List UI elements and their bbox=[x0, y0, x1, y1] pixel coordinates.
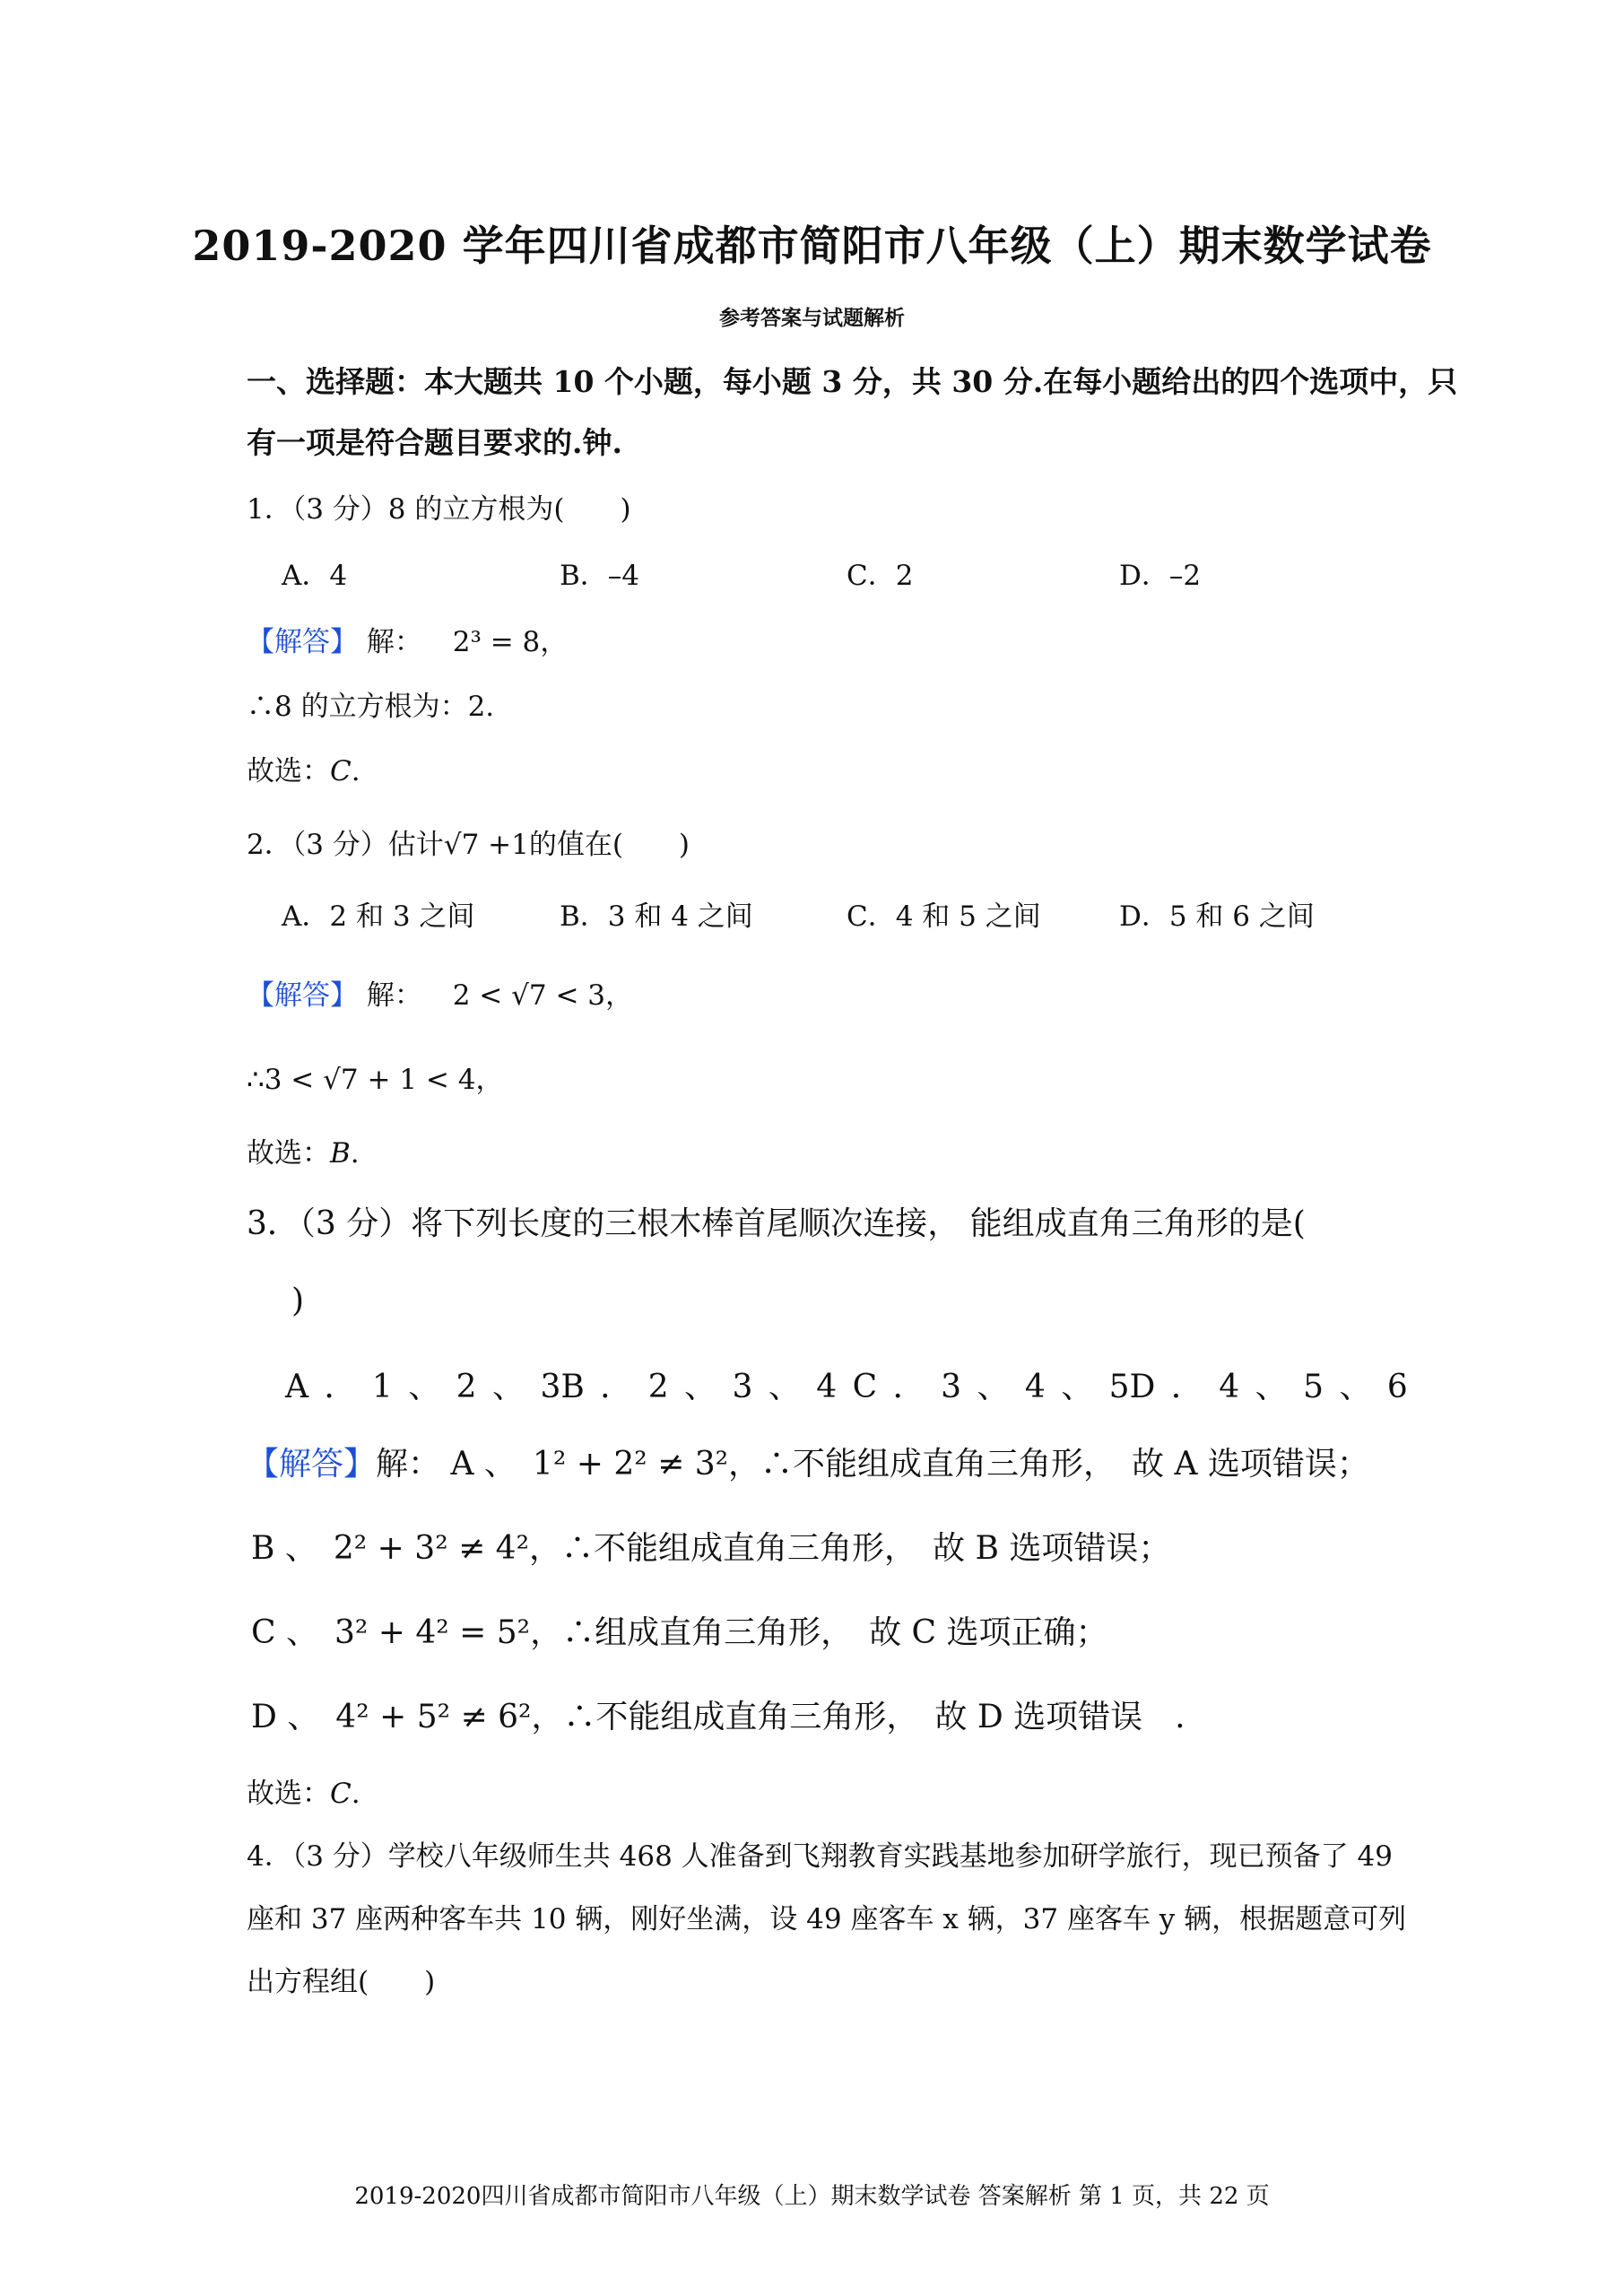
answer-lead: 解： bbox=[366, 979, 422, 1012]
q4-line1: 4．（3 分）学校八年级师生共 468 人准备到飞翔教育实践基地参加研学旅行，现已预备了 49 bbox=[247, 1840, 1393, 1873]
choice-letter: C bbox=[330, 755, 352, 787]
q3-stem: 3．（3 分）将下列长度的三根木棒首尾顺次连接， 能组成直角三角形的是( bbox=[247, 1205, 1306, 1242]
answer-lead: 解： bbox=[376, 1446, 441, 1483]
section-heading-line2: 有一项是符合题目要求的.钟. bbox=[247, 425, 622, 460]
page-footer: 2019-2020四川省成都市简阳市八年级（上）期末数学试卷 答案解析 第 1 页，共 22 页 bbox=[354, 2183, 1270, 2210]
choice-letter: B bbox=[330, 1137, 351, 1170]
q3-line-d: D 、 4² + 5² ≠ 6²，∴不能组成直角三角形， 故 D 选项错误 . bbox=[251, 1699, 1185, 1735]
q4-line3: 出方程组( ) bbox=[247, 1966, 436, 1998]
q1-option-b: B．–4 bbox=[560, 560, 640, 592]
answer-lead: 解： bbox=[366, 626, 422, 658]
choice-letter: C bbox=[330, 1778, 352, 1810]
q1-step: ∴8 的立方根为：2. bbox=[247, 691, 495, 723]
answer-math: 2 < √7 < 3， bbox=[452, 979, 634, 1012]
q4-line2: 座和 37 座两种客车共 10 辆，刚好坐满，设 49 座客车 x 辆，37 座客车 y 辆，根据题意可列 bbox=[247, 1903, 1407, 1935]
q1-choice bbox=[247, 748, 360, 788]
q2-choice bbox=[247, 1130, 360, 1170]
q2-answer bbox=[247, 972, 633, 1013]
answer-tag: 【解答】 bbox=[247, 979, 358, 1012]
q1-option-c: C．2 bbox=[847, 560, 914, 592]
document-subtitle: 参考答案与试题解析 bbox=[719, 306, 905, 330]
section-heading-line1: 一、选择题：本大题共 10 个小题，每小题 3 分，共 30 分.在每小题给出的四个选项中，只 bbox=[247, 364, 1458, 399]
q2-stem-math: √7 +1 bbox=[443, 829, 529, 861]
q3-stem-cont: ) bbox=[291, 1283, 305, 1319]
q3-choice bbox=[247, 1770, 360, 1811]
q2-stem-a: 2．（3 分）估计 bbox=[247, 829, 444, 861]
q3-line-b: B 、 2² + 3² ≠ 4²，∴不能组成直角三角形， 故 B 选项错误； bbox=[251, 1530, 1171, 1567]
q1-stem: 1．（3 分）8 的立方根为( ) bbox=[247, 493, 631, 526]
q2-step: ∴3 < √7 + 1 < 4， bbox=[247, 1064, 504, 1096]
choice-label: 故选： bbox=[247, 1137, 330, 1170]
q2-stem bbox=[247, 822, 690, 862]
choice-end: . bbox=[351, 755, 360, 787]
q2-option-a: A．2 和 3 之间 bbox=[282, 900, 475, 933]
q3-options: A ． 1 、 2 、 3B ． 2 、 3 、 4 C ． 3 、 4 、 5D ． 4 、 5 、 6 bbox=[285, 1369, 1408, 1405]
answer-tag: 【解答】 bbox=[247, 626, 358, 658]
q3-line-a: A 、 1² + 2² ≠ 3²，∴不能组成直角三角形， 故 A 选项错误； bbox=[450, 1446, 1369, 1483]
choice-end: . bbox=[351, 1778, 360, 1810]
answer-math: 2³ = 8， bbox=[452, 626, 569, 658]
q2-option-d: D．5 和 6 之间 bbox=[1119, 900, 1315, 933]
q3-line-c: C 、 3² + 4² = 5²，∴组成直角三角形， 故 C 选项正确； bbox=[251, 1614, 1108, 1651]
choice-label: 故选： bbox=[247, 755, 330, 787]
document-title: 2019-2020 学年四川省成都市简阳市八年级（上）期末数学试卷 bbox=[192, 222, 1432, 270]
q2-option-b: B．3 和 4 之间 bbox=[560, 900, 753, 933]
q2-option-c: C．4 和 5 之间 bbox=[847, 900, 1041, 933]
choice-end: . bbox=[350, 1137, 360, 1170]
answer-tag: 【解答】 bbox=[247, 1446, 377, 1483]
q3-answer-a bbox=[247, 1439, 1369, 1484]
q1-option-a: A．4 bbox=[282, 560, 348, 592]
q1-option-d: D．–2 bbox=[1119, 560, 1202, 592]
choice-label: 故选： bbox=[247, 1778, 330, 1810]
q2-stem-b: 的值在( ) bbox=[528, 829, 690, 861]
q1-answer bbox=[247, 619, 568, 659]
